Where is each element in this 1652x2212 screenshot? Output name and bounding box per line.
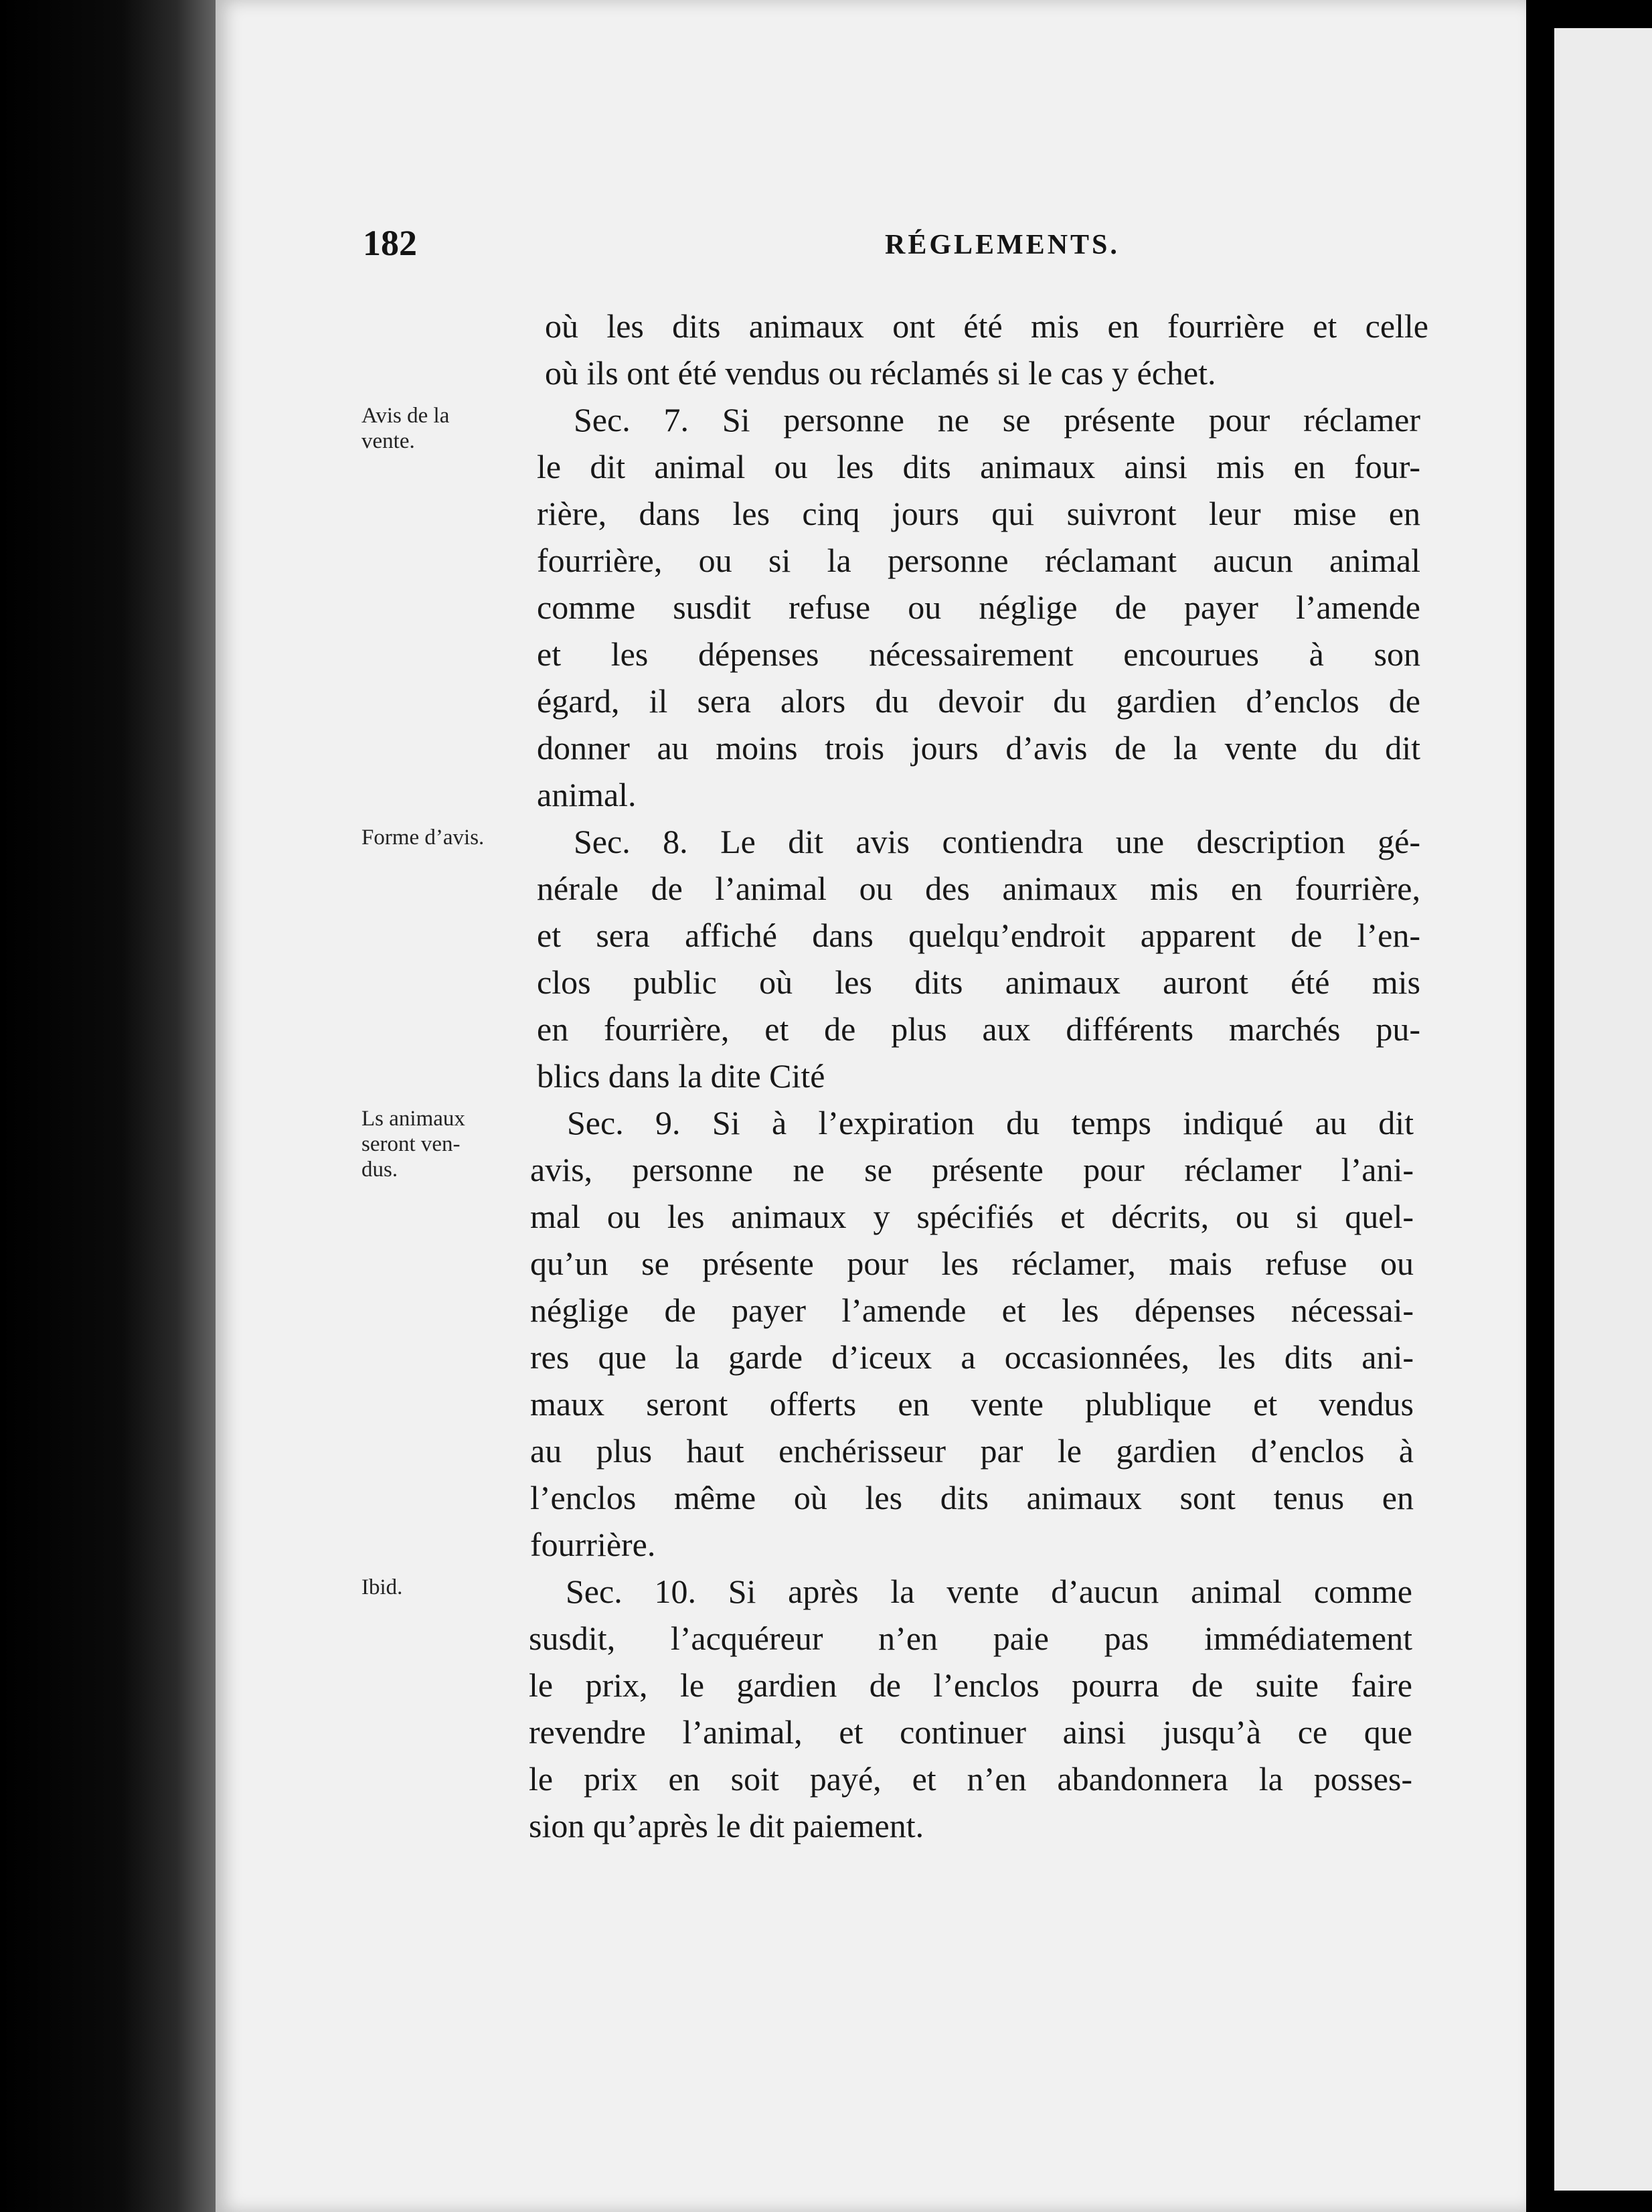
text-line: et sera affiché dans quelqu’endroit apparent de l’en-	[537, 917, 1420, 954]
text-line: susdit, l’acquéreur n’en paie pas immédiatement	[529, 1620, 1412, 1657]
margin-note	[361, 1575, 549, 1600]
text-line: en fourrière, et de plus aux différents marchés pu-	[537, 1010, 1420, 1048]
page-header	[216, 222, 1526, 276]
text-line: Sec. 9. Si à l’expiration du temps indiqué au dit	[567, 1104, 1414, 1141]
book-page	[216, 0, 1526, 2212]
margin-note	[361, 825, 549, 850]
text-line: égard, il sera alors du devoir du gardien d’enclos de	[537, 682, 1420, 720]
text-line: néglige de payer l’amende et les dépenses nécessai-	[530, 1291, 1414, 1329]
running-title: RÉGLEMENTS.	[885, 230, 1120, 260]
text-line: nérale de l’animal ou des animaux mis en fourrière,	[537, 870, 1420, 907]
text-line: où ils ont été vendus ou réclamés si le cas y échet.	[545, 354, 1216, 392]
margin-note	[361, 1106, 549, 1182]
facing-page-edge	[1554, 28, 1652, 2191]
text-line: res que la garde d’iceux a occasionnées, les dits ani-	[530, 1338, 1414, 1376]
margin-note-line: Ls animaux	[361, 1107, 465, 1131]
text-line: l’enclos même où les dits animaux sont tenus en	[530, 1479, 1414, 1516]
text-line: clos public où les dits animaux auront été mis	[537, 963, 1420, 1001]
text-line: rière, dans les cinq jours qui suivront leur mise en	[537, 495, 1420, 532]
text-line: qu’un se présente pour les réclamer, mais refuse ou	[530, 1245, 1414, 1282]
text-line: Sec. 8. Le dit avis contiendra une description gé-	[574, 823, 1420, 860]
text-line: mal ou les animaux y spécifiés et décrits, ou si quel-	[530, 1198, 1414, 1235]
text-line: le dit animal ou les dits animaux ainsi mis en four-	[537, 448, 1420, 485]
margin-note-line: seront ven-	[361, 1132, 461, 1156]
text-line: Sec. 10. Si après la vente d’aucun animal comme	[566, 1573, 1412, 1610]
margin-note	[361, 403, 549, 454]
text-line: et les dépenses nécessairement encourues à son	[537, 635, 1420, 673]
text-line: sion qu’après le dit paiement.	[529, 1807, 924, 1844]
text-line: animal.	[537, 776, 637, 813]
text-line: blics dans la dite Cité	[537, 1057, 825, 1095]
text-line: le prix, le gardien de l’enclos pourra de suite faire	[529, 1666, 1412, 1704]
margin-note-line: dus.	[361, 1158, 398, 1182]
text-line: donner au moins trois jours d’avis de la vente du dit	[537, 729, 1420, 767]
book-gutter	[0, 0, 221, 2212]
page-number: 182	[363, 223, 417, 263]
text-line: comme susdit refuse ou néglige de payer l’amende	[537, 588, 1420, 626]
text-line: avis, personne ne se présente pour réclamer l’ani-	[530, 1151, 1414, 1188]
text-line: fourrière.	[530, 1526, 656, 1563]
margin-note-line: Forme d’avis.	[361, 825, 485, 850]
text-line: Sec. 7. Si personne ne se présente pour réclamer	[574, 401, 1420, 439]
text-line: le prix en soit payé, et n’en abandonnera la posses-	[529, 1760, 1412, 1798]
margin-note-line: vente.	[361, 429, 415, 453]
text-line: revendre l’animal, et continuer ainsi jusqu’à ce que	[529, 1713, 1412, 1751]
text-line: au plus haut enchérisseur par le gardien d’enclos à	[530, 1432, 1414, 1470]
text-line: fourrière, ou si la personne réclamant aucun animal	[537, 542, 1420, 579]
page-gap	[1526, 0, 1554, 2212]
text-line: où les dits animaux ont été mis en fourrière et celle	[545, 307, 1428, 345]
margin-note-line: Avis de la	[361, 404, 450, 428]
margin-note-line: Ibid.	[361, 1575, 403, 1599]
text-line: maux seront offerts en vente plublique et vendus	[530, 1385, 1414, 1423]
